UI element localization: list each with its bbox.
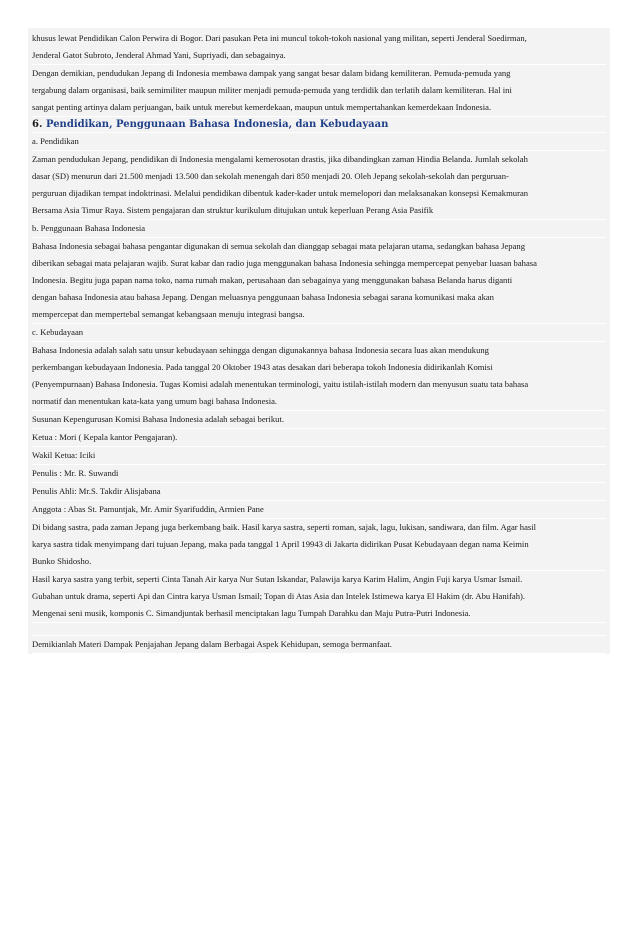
militer-paragraph	[32, 65, 606, 117]
text-line: mempercepat dan mempertebal semangat kebangsaan menuju integrasi bangsa.	[32, 309, 305, 319]
bahasa-paragraph	[32, 238, 606, 324]
text-line: Mengenai seni musik, komponis C. Simandjuntak berhasil menciptakan lagu Tumpah Darahku dan Maju Putra-Putri Indonesia.	[32, 608, 471, 618]
kebudayaan-paragraph	[32, 342, 606, 411]
text-line: sangat penting artinya dalam perjuangan, baik untuk merebut kemerdekaan, maupun untuk mempertahankan kemerdekaan Indonesia.	[32, 102, 492, 112]
section-heading	[32, 117, 606, 133]
text-line: Di bidang sastra, pada zaman Jepang juga berkembang baik. Hasil karya sastra, seperti roman, sajak, lagu, lukisan, sandiwara, dan film. Agar hasil	[32, 522, 537, 532]
komisi-item: Penulis : Mr. R. Suwandi	[32, 465, 606, 483]
komisi-title: Susunan Kepengurusan Komisi Bahasa Indonesia adalah sebagai berikut.	[32, 411, 606, 429]
text-line: Bahasa Indonesia sebagai bahasa pengantar digunakan di semua sekolah dan dianggap sebagai mata pelajaran utama, sedangkan bahasa Jepang	[32, 241, 525, 251]
text-line: perguruan dijadikan tempat indoktrinasi. Melalui pendidikan dibentuk kader-kader untuk memelopori dan melaksanakan konsepsi Kemakmuran	[32, 188, 529, 198]
text-line: dengan bahasa Indonesia atau bahasa Jepang. Dengan meluasnya penggunaan bahasa Indonesia sebagai sarana komunikasi maka akan	[32, 292, 494, 302]
blank-line	[32, 623, 606, 636]
text-line: (Penyempurnaan) Bahasa Indonesia. Tugas Komisi adalah menentukan terminologi, yaitu istilah-istilah modern dan menyusun suatu tata bahasa	[32, 379, 529, 389]
text-line: diberikan sebagai mata pelajaran wajib. Surat kabar dan radio juga menggunakan bahasa Indonesia sehingga mempercepat penyebar luasan bahasa	[32, 258, 537, 268]
hasil-karya-paragraph	[32, 571, 606, 623]
text-line: tergabung dalam organisasi, baik semimiliter maupun militer menjadi pemuda-pemuda yang terdidik dan terlatih dalam kemiliteran. Hal ini	[32, 85, 512, 95]
text-line: Indonesia. Begitu juga papan nama toko, nama rumah makan, perusahaan dan sebagainya yang menggunakan bahasa Belanda harus diganti	[32, 275, 513, 285]
text-line: perkembangan kebudayaan Indonesia. Pada tanggal 20 Oktober 1943 atas desakan dari beberapa tokoh Indonesia didirikanlah Komisi	[32, 362, 493, 372]
subheading-bahasa: b. Penggunaan Bahasa Indonesia	[32, 220, 606, 238]
text-line: Bersama Asia Timur Raya. Sistem pengajaran dan struktur kurikulum ditujukan untuk keperluan Perang Asia Pasifik	[32, 205, 434, 215]
komisi-item: Ketua : Mori ( Kepala kantor Pengajaran).	[32, 429, 606, 447]
text-line: Zaman pendudukan Jepang, pendidikan di Indonesia mengalami kemerosotan drastis, jika dibandingkan zaman Hindia Belanda. Jumlah sekolah	[32, 154, 528, 164]
text-line: dasar (SD) menurun dari 21.500 menjadi 13.500 dan sekolah menengah dari 850 menjadi 20. Oleh Jepang sekolah-sekolah dan perguruan-	[32, 171, 509, 181]
text-line: Hasil karya sastra yang terbit, seperti Cinta Tanah Air karya Nur Sutan Iskandar, Palawija karya Karim Halim, Angin Fuji karya Usmar Ismail.	[32, 574, 523, 584]
text-line: Dengan demikian, pendudukan Jepang di Indonesia membawa dampak yang sangat besar dalam bidang kemiliteran. Pemuda-pemuda yang	[32, 68, 511, 78]
subheading-kebudayaan: c. Kebudayaan	[32, 324, 606, 342]
closing-line: Demikianlah Materi Dampak Penjajahan Jepang dalam Berbagai Aspek Kehidupan, semoga bermanfaat.	[32, 636, 606, 654]
text-line: Bahasa Indonesia adalah salah satu unsur kebudayaan sehingga dengan digunakannya bahasa Indonesia secara luas akan mendukung	[32, 345, 489, 355]
komisi-item: Wakil Ketua: Iciki	[32, 447, 606, 465]
subheading-pendidikan: a. Pendidikan	[32, 133, 606, 151]
text-line: karya sastra tidak menyimpang dari tujuan Jepang, maka pada tanggal 1 April 19943 di Jakarta didirikan Pusat Kebudayaan degan nama Keimin	[32, 539, 529, 549]
pendidikan-paragraph	[32, 151, 606, 220]
text-line: Gubahan untuk drama, seperti Api dan Cintra karya Usman Ismail; Topan di Atas Asia dan Intelek Istimewa karya El Hakim (dr. Abu Hanifah).	[32, 591, 526, 601]
document-page	[28, 28, 610, 654]
section-number: 6.	[32, 119, 43, 130]
text-line: normatif dan menentukan kata-kata yang umum bagi bahasa Indonesia.	[32, 396, 278, 406]
komisi-item: Penulis Ahli: Mr.S. Takdir Alisjabana	[32, 483, 606, 501]
text-line: Bunko Shidosho.	[32, 556, 92, 566]
sastra-paragraph	[32, 519, 606, 571]
text-line: Jenderal Gatot Subroto, Jenderal Ahmad Yani, Supriyadi, dan sebagainya.	[32, 50, 286, 60]
text-line: khusus lewat Pendidikan Calon Perwira di Bogor. Dari pasukan Peta ini muncul tokoh-tokoh nasional yang militan, seperti Jenderal Soedirman,	[32, 33, 527, 43]
section-title: Pendidikan, Penggunaan Bahasa Indonesia, dan Kebudayaan	[45, 119, 389, 130]
komisi-item: Anggota : Abas St. Pamuntjak, Mr. Amir Syarifuddin, Armien Pane	[32, 501, 606, 519]
intro-paragraph	[32, 30, 606, 65]
